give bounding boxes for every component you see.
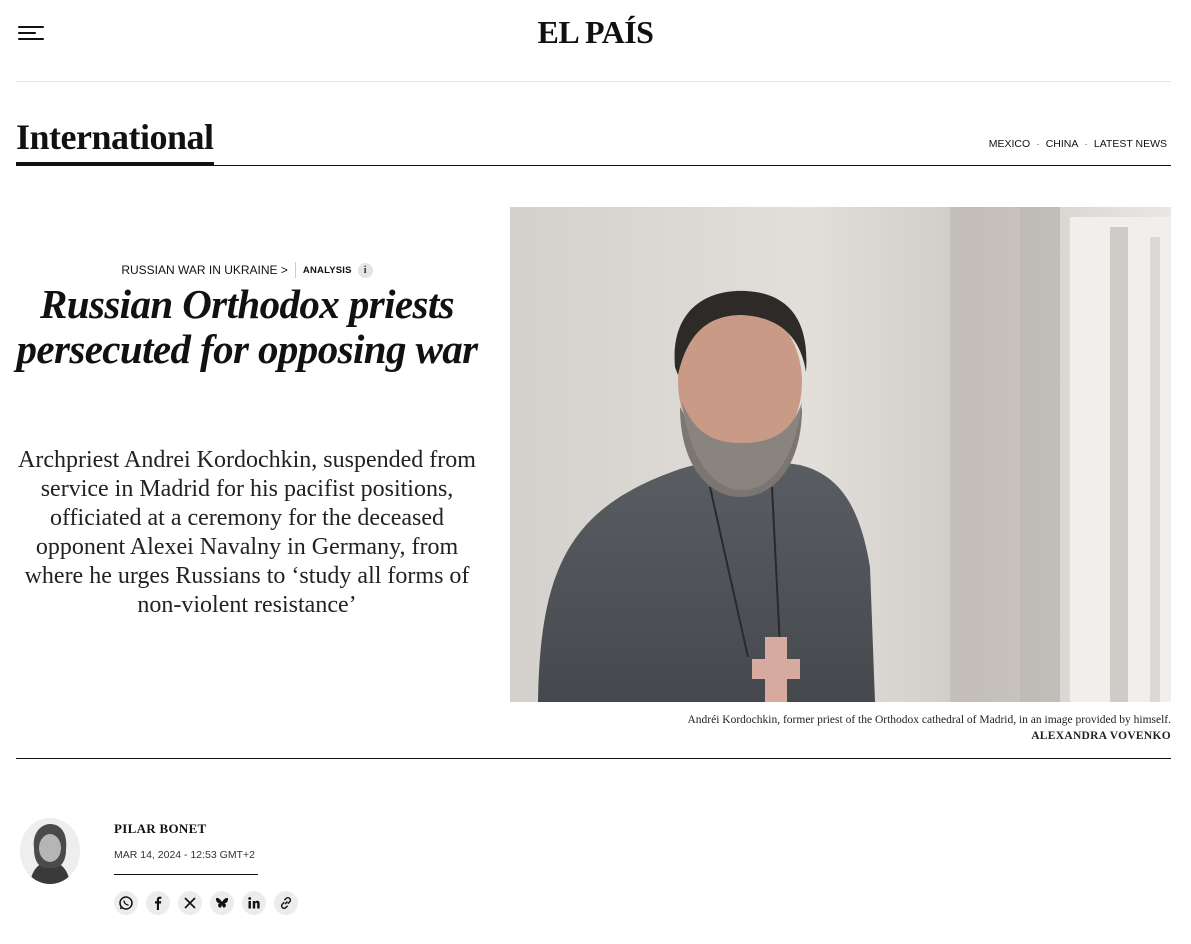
photo-caption-text: Andréi Kordochkin, former priest of the Orthodox cathedral of Madrid, in an image provided by himself. xyxy=(687,714,1171,726)
byline-divider xyxy=(114,874,258,875)
article-category-link[interactable]: RUSSIAN WAR IN UKRAINE > xyxy=(121,263,288,277)
nav-separator: · xyxy=(1036,138,1040,150)
kicker-separator xyxy=(295,262,296,278)
facebook-icon[interactable] xyxy=(146,891,170,915)
header-divider xyxy=(16,81,1171,82)
x-icon[interactable] xyxy=(178,891,202,915)
article-subheadline: Archpriest Andrei Kordochkin, suspended from service in Madrid for his pacifist positions, officiated at a ceremony for the deceased opponent Alexei Navalny in Germany, from where he urges Russians to ‘study all forms of non-violent resistance’ xyxy=(18,447,476,618)
article-photo xyxy=(510,207,1171,702)
section-nav-mexico[interactable]: MEXICO xyxy=(988,138,1031,150)
author-avatar[interactable] xyxy=(20,818,80,884)
section-nav xyxy=(989,138,1167,150)
author-name[interactable]: PILAR BONET xyxy=(114,821,207,836)
publish-date: MAR 14, 2024 - 12:53 GMT+2 xyxy=(114,849,255,861)
linkedin-icon[interactable] xyxy=(242,891,266,915)
article-kicker xyxy=(16,262,478,278)
section-nav-latest-news[interactable]: LATEST NEWS xyxy=(1093,138,1167,150)
nav-separator: · xyxy=(1084,138,1088,150)
article-header-divider xyxy=(16,758,1171,759)
article-headline: Russian Orthodox priests persecuted for opposing war xyxy=(16,281,478,372)
bluesky-icon[interactable] xyxy=(210,891,234,915)
section-nav-china[interactable]: CHINA xyxy=(1045,138,1079,150)
whatsapp-icon[interactable] xyxy=(114,891,138,915)
article-type-label: ANALYSIS xyxy=(302,264,352,276)
site-header xyxy=(0,0,1191,82)
link-icon[interactable] xyxy=(274,891,298,915)
info-icon[interactable]: i xyxy=(358,263,373,278)
share-bar xyxy=(114,891,298,915)
photo-credit: ALEXANDRA VOVENKO xyxy=(1031,730,1171,742)
section-divider xyxy=(16,165,1171,166)
photo-caption xyxy=(687,712,1171,744)
section-title[interactable]: International xyxy=(16,114,214,166)
site-logo[interactable]: EL PAÍS xyxy=(537,14,654,50)
